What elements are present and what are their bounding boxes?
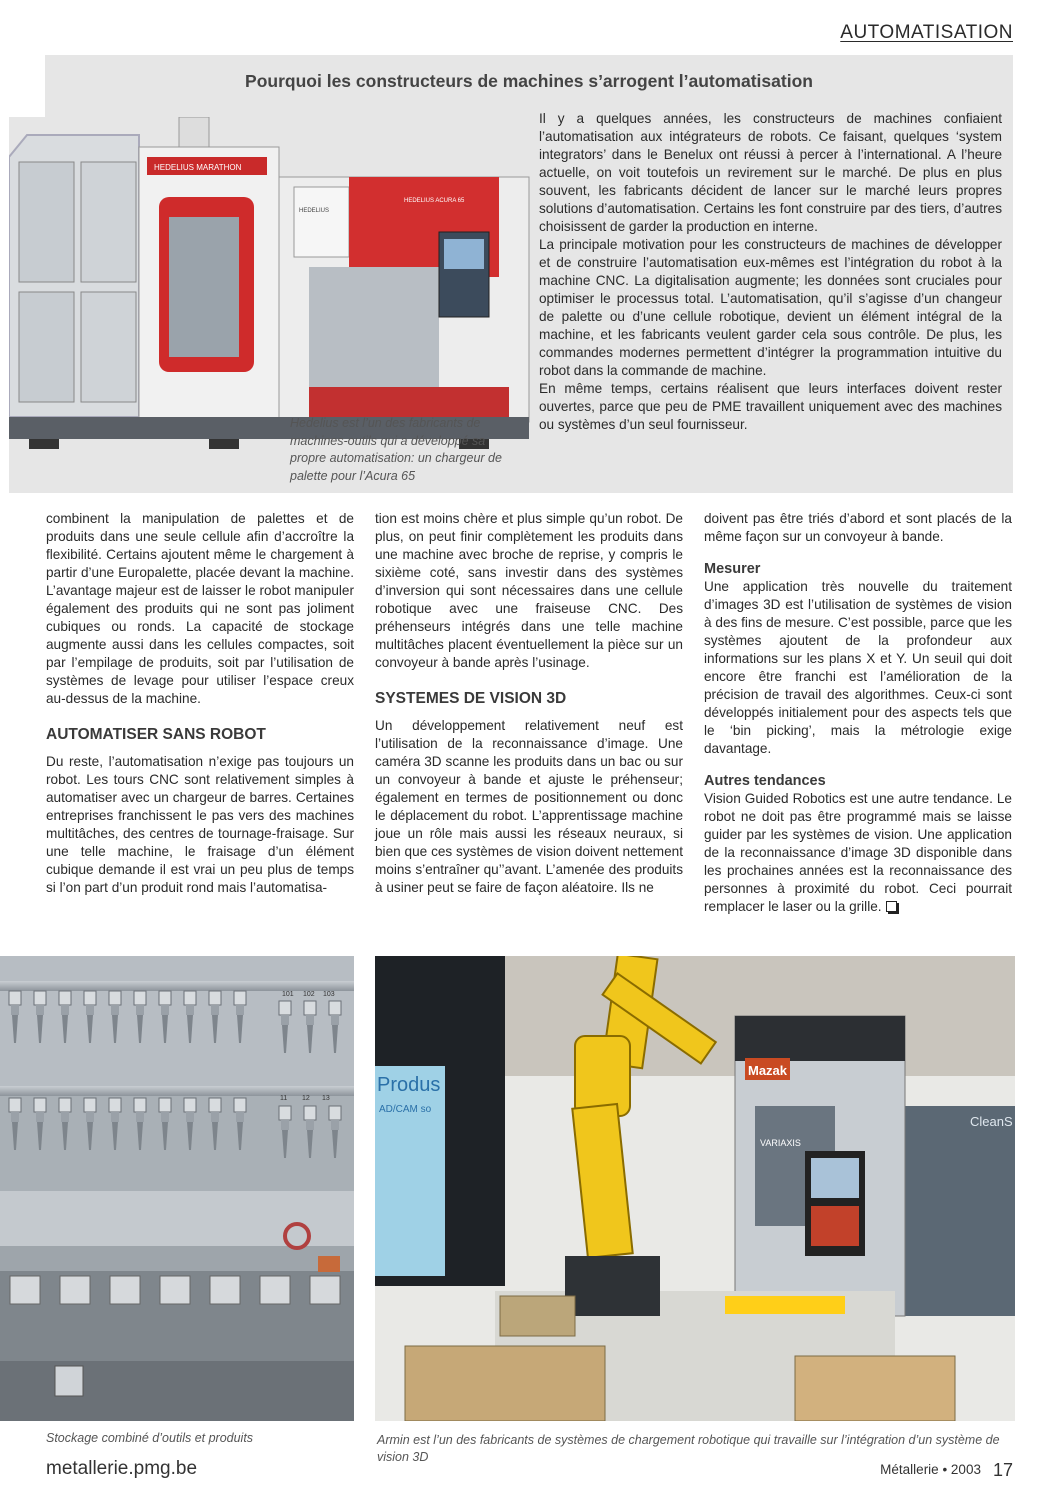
banner-subtext: AD/CAM so [379,1104,432,1115]
article-column-3 [704,510,1012,916]
section-header: AUTOMATISATION [840,22,1013,43]
box-title: Pourquoi les constructeurs de machines s’arrogent l’automatisation [245,71,813,91]
machine-caption: Hedelius est l’un des fabricants de machines-outils qui a développé sa propre automatisation: un chargeur de palette pour l’Acura 65 [290,416,502,483]
article-column-1 [46,510,354,897]
article-paragraph [704,790,1012,916]
slot-label: 102 [303,991,315,998]
robot-caption: Armin est l’un des fabricants de systèmes de chargement robotique qui travaille sur l’intégration d’un système de vision 3D [377,1433,1000,1464]
article-paragraph: Un développement relativement neuf est l’utilisation de la reconnaissance d’image. Une caméra 3D scanne les produits dans un bac ou sur un convoyeur à bande et ajuste le préhenseur; également en termes de positionnement ou donc le déplacement du robot. L’apprentissage machine joue un rôle mais aussi les réseaux neuraux, si bien que ces systèmes de vision doivent nettement moins s’entraîner qu’’avant. L’amenée des produits à usiner peut se faire de façon aléatoire. Ils ne [375,718,683,895]
tools-photo [0,956,354,1421]
banner-text: Produs [377,1074,441,1096]
heading-systemes-vision: SYSTEMES DE VISION 3D [375,690,567,707]
article-paragraph: combinent la manipulation de palettes et de produits dans une seule cellule afin d’accroître la flexibilité. Certains ajoutent même le chargement à partir d’une Europalette, placée devant la machine. L’avantage majeur est de laisser le robot manipuler également des produits qui ne sont pas joliment cubiques ou ronds. La capacité de stockage augmente aussi dans les cellules compactes, soit par l’empilage de produits, soit par l’utilisation de systèmes de levage pour utiliser l’espace creux au-dessus de la machine. [46,511,354,706]
sidebar-box [45,55,1013,493]
footer-site: metallerie.pmg.be [46,1458,198,1479]
end-mark-icon [886,901,897,912]
slot-label: 101 [282,991,294,998]
heading-automatiser-sans-robot: AUTOMATISER SANS ROBOT [46,726,266,743]
slot-label: 13 [322,1095,330,1102]
footer-issue-text: Métallerie • 2003 [880,1462,981,1477]
article-paragraph: Du reste, l’automatisation n’exige pas toujours un robot. Les tours CNC sont relativement simples à automatiser avec un chargeur de barres. Certaines entreprises franchissent le pas vers des machines multitâches, des centres de tournage-fraisage. Sur une telle machine, le fraisage d’un élément cubique demande il est vrai un peu plus de temps si l’on part d’un produit rond mais l’automatisa- [46,754,354,895]
page-number: 17 [992,1460,1013,1480]
machine-label-tower: HEDELIUS [299,208,330,214]
tools-caption: Stockage combiné d’outils et produits [46,1431,254,1445]
box-paragraph: La principale motivation pour les constructeurs de machines de développer et de construire l’automatisation eux-mêmes est l’intégration du robot à la machine CNC. La digitalisation augmente; les données sont cruciales pour optimiser le processus total. L’automatisation, qu’il s’agisse d’un changeur de palette ou d’une cellule robotique, devient un élément intégral de la machine, et les fabricants veulent garder cela sous contrôle. De plus, les commandes modernes permettent d’intégrer la programmation intuitive du robot dans la commande de machine. [539,237,1002,378]
slot-label: 103 [323,991,335,998]
article-column-2 [375,510,683,897]
article-paragraph: tion est moins chère et plus simple qu’un robot. De plus, on peut finir complètement les produits dans une machine avec broche de reprise, y compris le sixième coté, sans investir dans des systèmes d’inversion qui sont nécessaires dans une cellule robotique avec une fraiseuse CNC. Des préhenseurs intégrés dans une telle machine multitâches placent éventuellement la pièce sur un convoyeur à bande après l’usinage. [375,511,683,670]
clean-sign-text: CleanS [970,1114,1013,1129]
heading-mesurer: Mesurer [704,561,761,577]
box-paragraph: En même temps, certains réalisent que leurs interfaces doivent rester ouvertes, parce que peu de PME travaillent uniquement avec des machines ou systèmes d’un seul fournisseur. [539,381,1002,432]
article-paragraph: doivent pas être triés d’abord et sont placés de la même façon sur un convoyeur à bande. [704,511,1012,544]
machine-label-left: HEDELIUS MARATHON [154,163,242,172]
variaxis-label: VARIAXIS [760,1138,801,1148]
machine-label-right: HEDELIUS ACURA 65 [404,198,465,204]
slot-label: 12 [302,1095,310,1102]
slot-label: 11 [280,1095,288,1102]
box-body [539,110,1002,434]
box-paragraph: Il y a quelques années, les constructeurs de machines confiaient l’automatisation aux intégrateurs de robots. Ce faisant, quelques ‘system integrators’ dans le Benelux ont réussi à percer à l’international. A l’heure actuelle, on voit toutefois un revirement sur le marché. De plus en plus souvent, les fabricants décident de lancer sur le marché leurs propres solutions d’automatisation. Certains les font construire par des tiers, d’autres choisissent de garder la production en interne. [539,111,1002,234]
mazak-logo-text: Mazak [748,1063,788,1078]
article-paragraph-text: Vision Guided Robotics est une autre tendance. Le robot ne doit pas être programmé mais se laisse guider par les systèmes de vision. Une application de la reconnaissance d’image 3D disponible dans les prochaines années est la reconnaissance des personnes à proximité du robot. Ceci pourrait remplacer le laser ou la grille. [704,791,1012,914]
robot-photo [375,956,1015,1421]
heading-autres-tendances: Autres tendances [704,773,826,789]
footer-issue [880,1460,1013,1481]
article-paragraph: Une application très nouvelle du traitement d’images 3D est l’utilisation de systèmes de vision à des fins de mesure. C’est possible, parce que les systèmes ajoutent de la profondeur aux informations sur les plans X et Y. Un seuil qui doit encore être franchi est l’amélioration de la précision de travail des algorithmes. Ceux-ci sont développés initialement pour des aspects tels que le ‘bin picking’, mais la métrologie exige davantage. [704,579,1012,756]
